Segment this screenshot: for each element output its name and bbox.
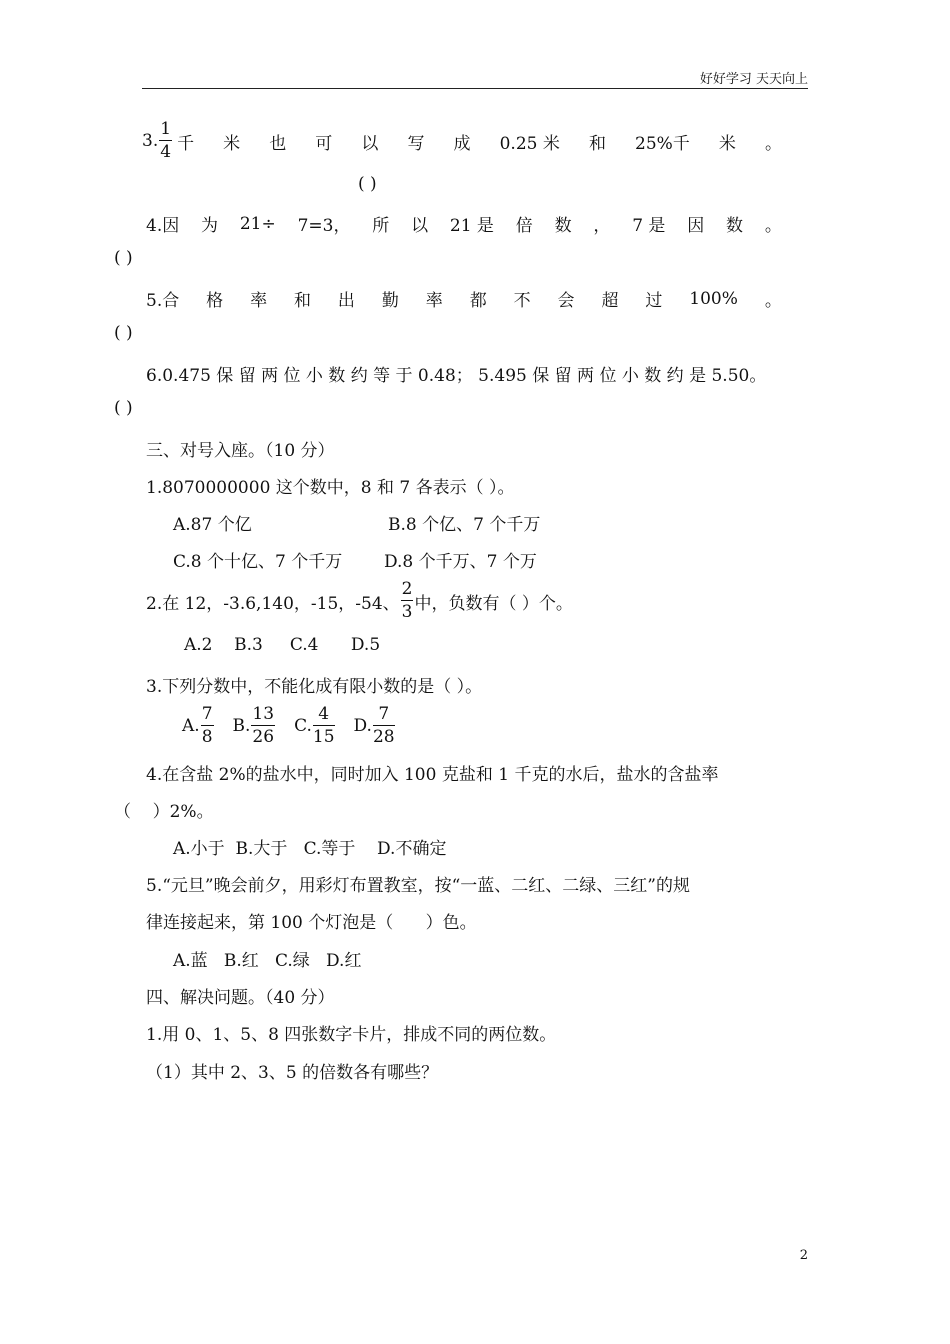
fraction-denominator: 15 [312, 727, 335, 747]
statement-token: 和 [294, 291, 311, 311]
s3-q3-option [182, 706, 215, 746]
s3-question-5-line-1: 5.“元旦”晚会前夕，用彩灯布置教室，按“一蓝、二红、二绿、三红”的规 [146, 876, 690, 896]
fraction-numerator: 1 [160, 119, 172, 139]
header-rule [142, 88, 808, 89]
s3-question-1: 1.8070000000 这个数中，8 和 7 各表示（ ）。 [146, 478, 515, 498]
fraction-one-quarter [159, 121, 172, 161]
statement-token: 以 [411, 216, 429, 236]
statement-token: 千 [177, 133, 195, 154]
statement-token: 7=3， [297, 216, 351, 236]
option-fraction [251, 706, 275, 746]
s3-q3-option [233, 706, 277, 746]
statement-token: 会 [557, 291, 575, 311]
fraction-denominator: 4 [160, 142, 172, 162]
statement-token: 所 [372, 216, 390, 236]
statement-token: ， [593, 216, 611, 236]
q4-answer-paren: ( ) [114, 248, 133, 268]
statement-token: 5.合 [146, 291, 180, 311]
statement-token: 为 [201, 216, 219, 236]
statement-token: 数 [554, 216, 572, 236]
fraction-numerator: 7 [201, 704, 213, 724]
statement-token: 21 是 [449, 216, 494, 236]
q3-answer-paren: ( ) [358, 174, 377, 194]
statement-token: 成 [453, 133, 471, 154]
s3-q1-option-c: C.8 个十亿、7 个千万 [173, 552, 343, 572]
statement-token: 格 [206, 291, 224, 311]
page-header-slogan: 好好学习 天天向上 [699, 72, 808, 87]
s3-q2-text-after: 中，负数有（ ）个。 [414, 593, 573, 614]
statement-token: 。 [764, 216, 782, 236]
statement-token: 以 [361, 133, 379, 154]
page-number: 2 [799, 1248, 808, 1263]
s3-question-5-line-2: 律连接起来，第 100 个灯泡是（ ）色。 [146, 913, 477, 933]
statement-token: 可 [315, 133, 333, 154]
s3-question-4-line-2: （ ）2%。 [114, 802, 214, 822]
s3-q3-option [294, 706, 335, 746]
statement-token: 不 [513, 291, 531, 311]
fraction-numerator: 13 [252, 704, 275, 724]
statement-token: 米 [718, 133, 736, 154]
option-label: A. [182, 716, 200, 736]
statement-token: 都 [469, 291, 487, 311]
s3-question-4-line-1: 4.在含盐 2%的盐水中，同时加入 100 克盐和 1 千克的水后，盐水的含盐率 [146, 765, 719, 785]
option-fraction [373, 706, 395, 746]
section-4-title: 四、解决问题。（40 分） [146, 988, 335, 1008]
statement-token: 。 [764, 133, 782, 154]
s3-q1-option-d: D.8 个千万、7 个万 [384, 552, 537, 572]
fraction-denominator: 3 [401, 602, 413, 622]
judge-question-3 [142, 116, 782, 166]
fraction-numerator: 2 [401, 579, 413, 599]
q3-statement [177, 129, 782, 154]
s3-q2-text-before: 2.在 12，-3.6,140，-15，-54、 [146, 593, 400, 614]
statement-token: 因 [687, 216, 705, 236]
statement-token: 超 [601, 291, 619, 311]
q6-answer-paren: ( ) [114, 398, 133, 418]
statement-token: 率 [425, 291, 443, 311]
statement-token: 倍 [515, 216, 533, 236]
s3-q4-options: A.小于 B.大于 C.等于 D.不确定 [173, 839, 447, 859]
statement-token: 米 [223, 133, 241, 154]
s3-q3-options [182, 702, 396, 750]
fraction-two-thirds [401, 581, 414, 621]
option-fraction [201, 706, 214, 746]
statement-token: 100% [689, 288, 738, 309]
judge-question-4 [146, 211, 782, 236]
option-label: C. [294, 716, 312, 736]
s3-q1-option-a: A.87 个亿 [173, 515, 252, 535]
statement-token: 也 [269, 133, 287, 154]
s3-q2-options: A.2 B.3 C.4 D.5 [184, 635, 381, 655]
fraction-denominator: 8 [201, 727, 213, 747]
judge-question-5 [146, 286, 782, 311]
section-3-title: 三、对号入座。（10 分） [146, 441, 335, 461]
s3-question-2 [146, 578, 573, 624]
statement-token: 21÷ [239, 213, 276, 234]
statement-token: 7 是 [632, 216, 666, 236]
statement-token: 勤 [381, 291, 399, 311]
s3-q3-option [354, 706, 396, 746]
option-fraction [313, 706, 335, 746]
statement-token: 率 [250, 291, 268, 311]
s3-q5-options: A.蓝 B.红 C.绿 D.红 [173, 951, 362, 971]
statement-token: 数 [726, 216, 744, 236]
statement-token: 过 [645, 291, 663, 311]
fraction-numerator: 7 [373, 706, 395, 726]
fraction-denominator: 28 [372, 727, 395, 747]
q5-answer-paren: ( ) [114, 323, 133, 343]
statement-token: 25%千 [635, 133, 690, 154]
fraction-numerator: 4 [313, 706, 335, 726]
option-label: B. [232, 716, 251, 736]
statement-token: 写 [407, 133, 425, 154]
statement-token: 出 [337, 291, 355, 311]
statement-token: 4.因 [146, 216, 180, 236]
statement-token: 和 [588, 133, 606, 154]
fraction-denominator: 26 [252, 727, 275, 747]
statement-token: 0.25 米 [499, 133, 560, 154]
judge-question-6: 6.0.475 保 留 两 位 小 数 约 等 于 0.48； 5.495 保 留 两 位 小 数 约 是 5.50。 [146, 366, 767, 386]
option-label: D. [353, 716, 372, 736]
s4-q1-subquestion-1: （1）其中 2、3、5 的倍数各有哪些？ [146, 1063, 439, 1083]
q3-prefix: 3. [142, 131, 159, 151]
s3-question-3: 3.下列分数中，不能化成有限小数的是（ ）。 [146, 677, 483, 697]
s4-question-1: 1.用 0、1、5、8 四张数字卡片，排成不同的两位数。 [146, 1025, 557, 1045]
s3-q1-option-b: B.8 个亿、7 个千万 [388, 515, 541, 535]
statement-token: 。 [764, 291, 782, 311]
